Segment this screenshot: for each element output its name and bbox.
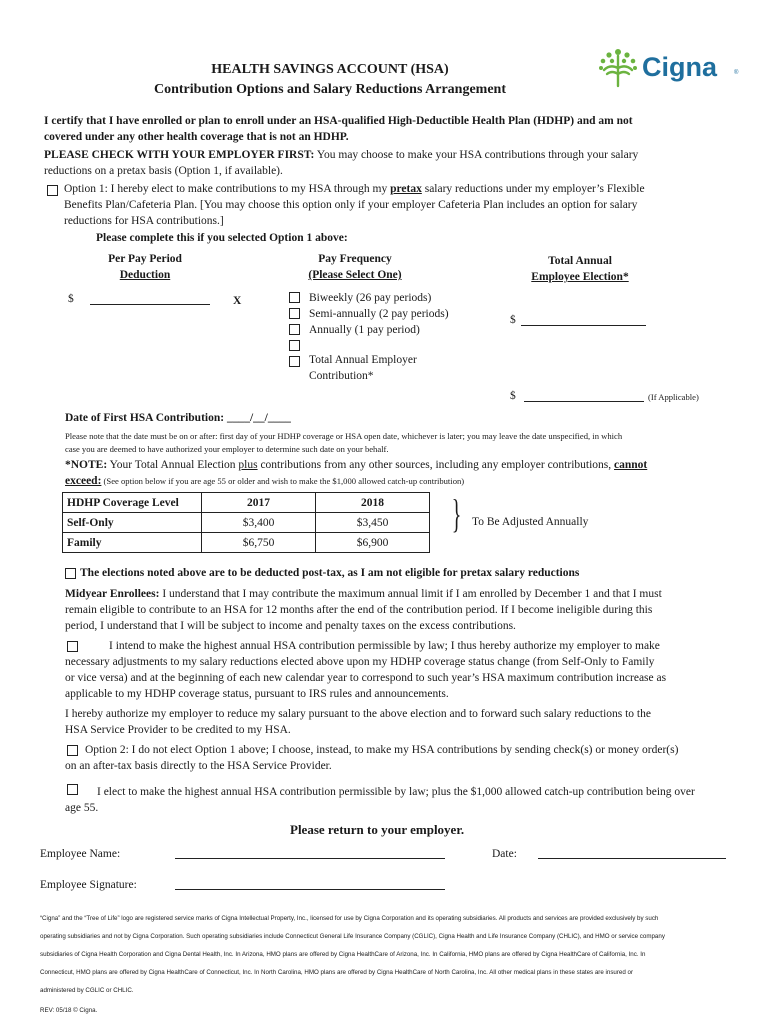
catchup-line-1: I elect to make the highest annual HSA contribution permissible by law; plus the $1,000 allowed catch-up contribution being over [97, 786, 695, 798]
coverage-limits-table [62, 492, 430, 553]
date-field[interactable] [538, 858, 726, 859]
tree-of-life-icon [598, 46, 638, 88]
note-label: *NOTE: [65, 459, 108, 471]
contribution-limit-note [65, 457, 647, 489]
note-text-a: Your Total Annual Election [107, 459, 239, 471]
option2-line-1: Option 2: I do not elect Option 1 above; I choose, instead, to make my HSA contributions by sending check(s) or money order(s) [85, 744, 679, 756]
date-label: Date: [492, 848, 517, 860]
check-employer-first [44, 147, 638, 179]
highest-line-3: or vice versa) and at the beginning of each new calendar year to correspond to such year’s HSA maximum contribution increase as [65, 672, 667, 684]
table-cell: $3,450 [316, 513, 430, 533]
table-cell: $3,400 [202, 513, 316, 533]
freq-option-annually: Annually (1 pay period) [309, 324, 420, 336]
table-cell: Self-Only [63, 513, 202, 533]
per-pay-amount-field[interactable] [90, 304, 210, 305]
per-pay-line-1: Per Pay Period [108, 253, 182, 265]
post-tax-checkbox[interactable] [65, 568, 76, 579]
form-title [60, 62, 600, 98]
authorize-line-2: HSA Service Provider to be credited to my HSA. [65, 724, 291, 736]
highest-line-4: applicable to my HDHP coverage status, pursuant to IRS rules and announcements. [65, 688, 449, 700]
table-header: HDHP Coverage Level [63, 493, 202, 513]
option1-pretax: pretax [390, 183, 422, 195]
certify-statement [44, 113, 633, 145]
table-cell: Family [63, 533, 202, 553]
freq-line-2-text: (Please Select One) [308, 269, 402, 281]
table-cell: $6,750 [202, 533, 316, 553]
employee-name-field[interactable] [175, 858, 445, 859]
date-first-contribution[interactable]: Date of First HSA Contribution: ____/__/____ [65, 412, 291, 424]
freq-line-1: Pay Frequency [318, 253, 392, 265]
employer-contribution-field[interactable] [524, 401, 644, 402]
logo-wordmark: Cigna [642, 52, 718, 82]
table-header: 2017 [202, 493, 316, 513]
total-line-2-text: Employee Election* [531, 271, 629, 283]
midyear-label: Midyear Enrollees: [65, 588, 160, 600]
table-row [63, 513, 430, 533]
highest-line-2: necessary adjustments to my salary reductions elected above upon my HDHP coverage status change (from Self-Only to Family [65, 656, 655, 668]
total-line-1: Total Annual [548, 255, 612, 267]
per-pay-line-2-text: Deduction [119, 269, 171, 281]
employee-signature-label: Employee Signature: [40, 879, 137, 891]
total-annual-heading [510, 253, 650, 285]
note-text-b: contributions from any other sources, including any employer contributions, [257, 459, 615, 471]
option1-checkbox[interactable] [47, 185, 58, 196]
table-cell: $6,900 [316, 533, 430, 553]
table-row [63, 533, 430, 553]
option1-line-3: reductions for HSA contributions.] [64, 215, 224, 227]
employee-signature-field[interactable] [175, 889, 445, 890]
freq-checkbox-biweekly[interactable] [289, 292, 300, 303]
freq-checkbox-annually[interactable] [289, 324, 300, 335]
employer-contribution-label [309, 352, 417, 384]
total-line-2 [510, 269, 650, 285]
employee-name-label: Employee Name: [40, 848, 121, 860]
option1-line-1b: salary reductions under my employer’s Flexible [421, 183, 645, 195]
freq-checkbox-other[interactable] [289, 340, 300, 351]
pay-frequency-heading [280, 251, 430, 283]
table-header: 2018 [316, 493, 430, 513]
total-employee-field[interactable] [521, 325, 646, 326]
post-tax-statement: The elections noted above are to be deducted post-tax, as I am not eligible for pretax salary reductions [80, 567, 580, 579]
total-employee-dollar: $ [510, 314, 516, 326]
footer-line-1: “Cigna” and the “Tree of Life” logo are registered service marks of Cigna Intellectual Property, Inc., licensed for use by Cigna Corporation and its operating subsidiaries. All products and services are provided exclusively by such [40, 915, 659, 922]
legal-footer [40, 910, 740, 1020]
note-catchup-hint: (See option below if you are age 55 or older and wish to make the $1,000 allowed catch-up contribution) [101, 476, 465, 486]
adjusted-annually-label: To Be Adjusted Annually [472, 516, 589, 528]
midyear-line-2: remain eligible to contribute to an HSA for 12 months after the end of the contribution period. If I become ineligible during this [65, 604, 653, 616]
footer-line-3: subsidiaries of Cigna Health Corporation and Cigna Dental Health, Inc. In Arizona, HMO plans are offered by Cigna HealthCare of Arizona, Inc. In California, HMO plans are offered by Cigna HealthCare of California, Inc. In [40, 951, 646, 958]
option1-text [64, 181, 645, 229]
freq-option-semiannually: Semi-annually (2 pay periods) [309, 308, 449, 320]
employer-line-1: Total Annual Employer [309, 354, 417, 366]
if-applicable-label: (If Applicable) [648, 392, 699, 402]
note-plus: plus [238, 459, 258, 471]
certify-line-2: covered under any other health coverage that is not an HDHP. [44, 131, 349, 143]
check-first-label: PLEASE CHECK WITH YOUR EMPLOYER FIRST: [44, 149, 315, 161]
employer-dollar: $ [510, 390, 516, 402]
footer-line-4: Connecticut, HMO plans are offered by Cigna HealthCare of Connecticut, Inc. In North Carolina, HMO plans are offered by Cigna HealthCare of North Carolina, Inc. All other medical plans in these states are insured or [40, 969, 634, 976]
highest-contribution-text [65, 638, 666, 702]
complete-option1-heading: Please complete this if you selected Option 1 above: [96, 232, 348, 244]
midyear-line-1: I understand that I may contribute the maximum annual limit if I am enrolled by December 1 and that I must [159, 588, 662, 600]
per-pay-dollar: $ [68, 293, 74, 305]
footer-line-2: operating subsidiaries and not by Cigna Corporation. Such operating subsidiaries include Connecticut General Life Insurance Company (CGLIC), Cigna Health and Life Insurance Company (CHLIC), and HMO or service company [40, 933, 665, 940]
note-exceed: exceed: [65, 475, 102, 487]
option2-text [65, 742, 678, 774]
freq-option-biweekly: Biweekly (26 pay periods) [309, 292, 432, 304]
authorize-statement [65, 706, 651, 738]
note-cannot: cannot [614, 459, 648, 471]
freq-checkbox-semiannually[interactable] [289, 308, 300, 319]
highest-line-1: I intend to make the highest annual HSA contribution permissible by law; I thus hereby authorize my employer to make [109, 640, 660, 652]
catchup-line-2: age 55. [65, 802, 99, 814]
registered-mark: ® [734, 70, 739, 76]
midyear-enrollees [65, 586, 662, 634]
employer-contribution-checkbox[interactable] [289, 356, 300, 367]
option1-line-1a: Option 1: I hereby elect to make contributions to my HSA through my [64, 183, 391, 195]
date-note-line-1: Please note that the date must be on or after: first day of your HDHP coverage or HSA open date, whichever is later; you may leave the date unspecified, in which [65, 431, 623, 441]
title-line-1: HEALTH SAVINGS ACCOUNT (HSA) [211, 62, 449, 77]
cigna-logo [598, 46, 748, 90]
option1-line-2: Benefits Plan/Cafeteria Plan. [You may choose this option only if your employer Cafeteria Plan includes an option for salary [64, 199, 638, 211]
option2-line-2: on an after-tax basis directly to the HSA Service Provider. [65, 760, 332, 772]
table-brace: } [451, 491, 462, 536]
date-note-line-2: case you are deemed to have authorized your employer to determine such date on your behalf. [65, 444, 389, 454]
check-first-line-2: reductions on a pretax basis (Option 1, if available). [44, 165, 283, 177]
freq-line-2 [280, 267, 430, 283]
certify-line-1: I certify that I have enrolled or plan to enroll under an HSA-qualified High-Deductible Health Plan (HDHP) and am not [44, 115, 633, 127]
per-pay-heading [80, 251, 210, 283]
table-row [63, 493, 430, 513]
return-to-employer: Please return to your employer. [290, 822, 465, 837]
footer-line-5: administered by CGLIC or CHLIC. [40, 987, 134, 994]
per-pay-line-2 [80, 267, 210, 283]
catchup-text [65, 784, 695, 816]
date-note [65, 430, 622, 456]
midyear-line-3: period, I understand that I will be subject to income and penalty taxes on the excess contributions. [65, 620, 516, 632]
revision-stamp: REV: 05/18 © Cigna. [40, 1007, 98, 1014]
multiply-sign: X [233, 295, 242, 307]
employer-line-2: Contribution* [309, 370, 374, 382]
check-first-text: You may choose to make your HSA contributions through your salary [314, 149, 639, 161]
authorize-line-1: I hereby authorize my employer to reduce my salary pursuant to the above election and to forward such salary reductions to the [65, 708, 651, 720]
title-line-2: Contribution Options and Salary Reductions Arrangement [154, 82, 506, 97]
